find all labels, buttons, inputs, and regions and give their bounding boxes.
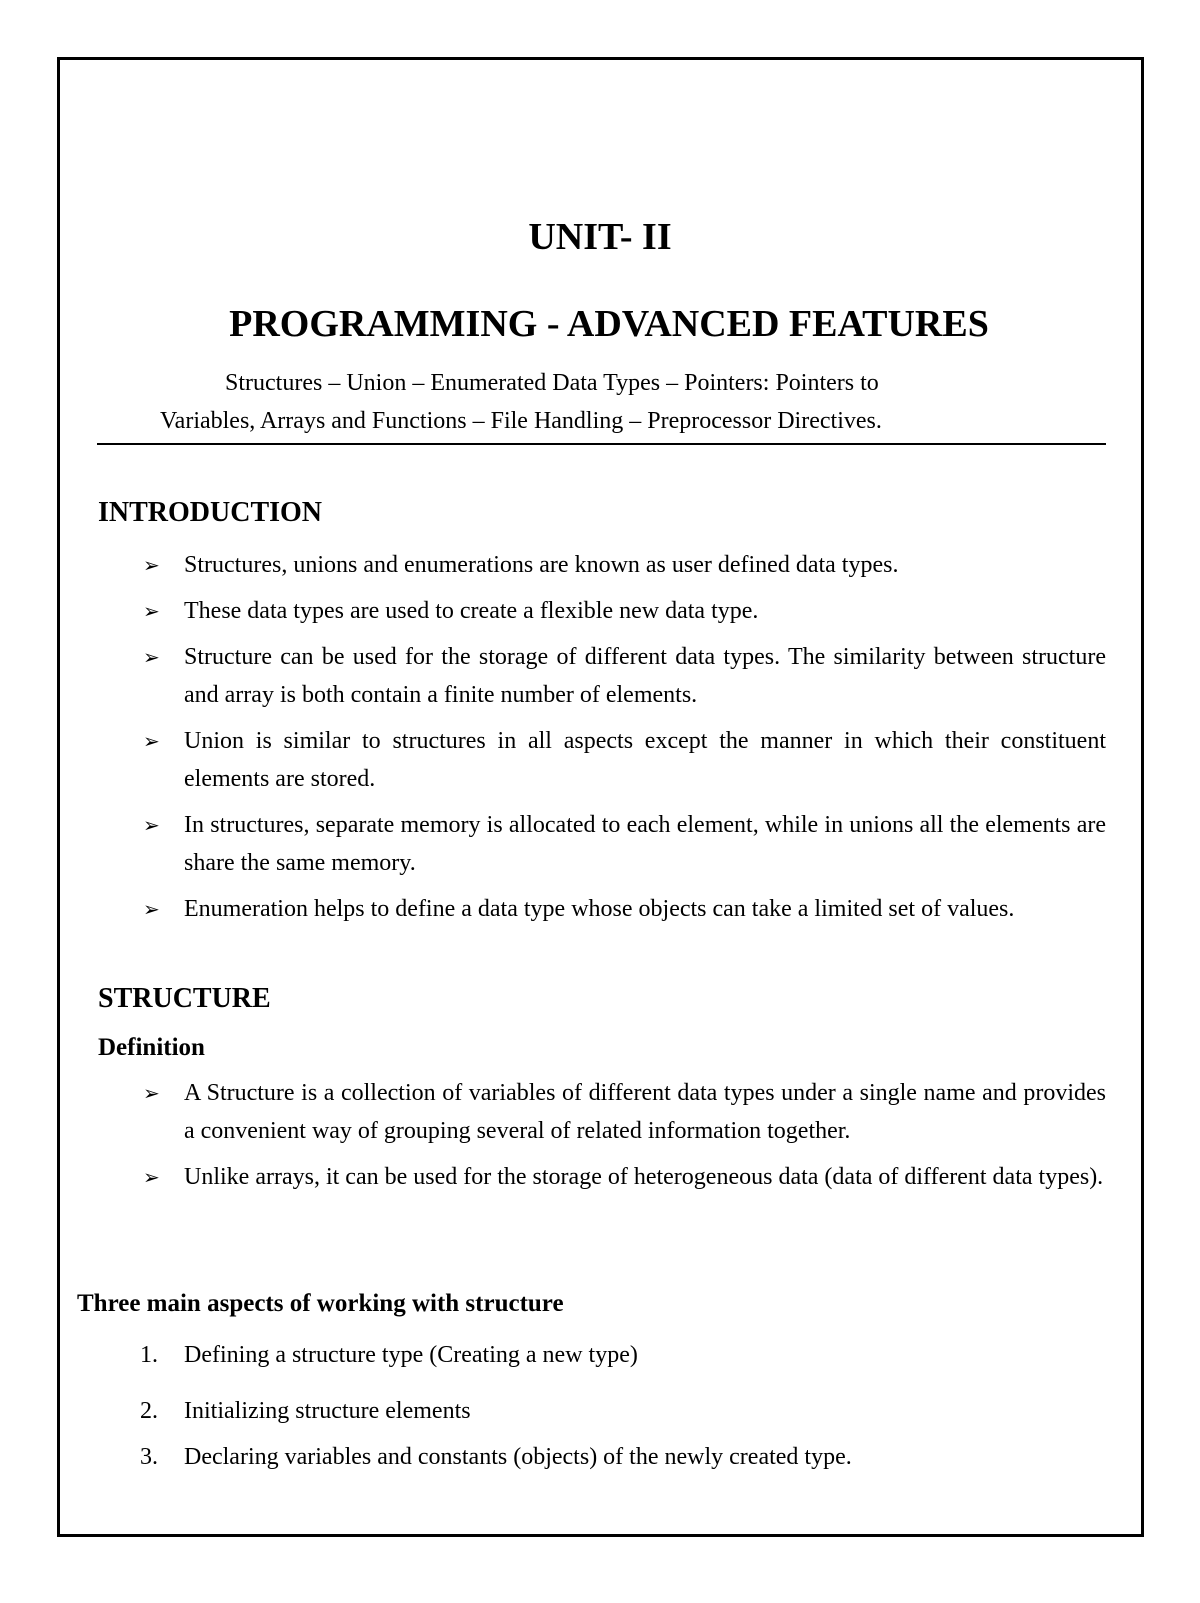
introduction-bullet-list [143, 546, 1106, 928]
unit-title: UNIT- II [528, 216, 672, 258]
aspects-numbered-list [140, 1336, 1100, 1476]
arrow-bullet-icon: ➢ [143, 813, 160, 837]
list-item: ➢ Unlike arrays, it can be used for the storage of heterogeneous data (data of different data types). [143, 1158, 1106, 1196]
list-item: ➢ These data types are used to create a flexible new data type. [143, 592, 1106, 630]
syllabus-line-2: Variables, Arrays and Functions – File Handling – Preprocessor Directives. [160, 408, 882, 434]
list-item: ➢ Union is similar to structures in all aspects except the manner in which their constituent elements are stored. [143, 722, 1106, 798]
arrow-bullet-icon: ➢ [143, 897, 160, 921]
section-heading-introduction: INTRODUCTION [98, 497, 323, 528]
list-number: 2. [140, 1398, 158, 1424]
list-item: 1. Defining a structure type (Creating a new type) [140, 1336, 1100, 1374]
syllabus-summary [160, 364, 1060, 440]
horizontal-divider [97, 443, 1106, 445]
list-item: 3. Declaring variables and constants (objects) of the newly created type. [140, 1438, 1100, 1476]
arrow-bullet-icon: ➢ [143, 729, 160, 753]
section-heading-structure: STRUCTURE [98, 983, 271, 1014]
list-number: 1. [140, 1342, 158, 1368]
structure-bullet-list [143, 1074, 1106, 1196]
syllabus-line-1: Structures – Union – Enumerated Data Types – Pointers: Pointers to [225, 370, 879, 396]
list-item: ➢ Enumeration helps to define a data type whose objects can take a limited set of values. [143, 890, 1106, 928]
main-title: PROGRAMMING - ADVANCED FEATURES [229, 303, 989, 345]
list-item: ➢ Structure can be used for the storage of different data types. The similarity between structure and array is both contain a finite number of elements. [143, 638, 1106, 714]
aspects-heading: Three main aspects of working with structure [77, 1290, 564, 1317]
list-item: ➢ In structures, separate memory is allocated to each element, while in unions all the elements are share the same memory. [143, 806, 1106, 882]
list-number: 3. [140, 1444, 158, 1470]
arrow-bullet-icon: ➢ [143, 599, 160, 623]
list-item: ➢ Structures, unions and enumerations are known as user defined data types. [143, 546, 1106, 584]
arrow-bullet-icon: ➢ [143, 645, 160, 669]
arrow-bullet-icon: ➢ [143, 1165, 160, 1189]
arrow-bullet-icon: ➢ [143, 553, 160, 577]
arrow-bullet-icon: ➢ [143, 1081, 160, 1105]
list-item: ➢ A Structure is a collection of variables of different data types under a single name and provides a convenient way of grouping several of related information together. [143, 1074, 1106, 1150]
list-item: 2. Initializing structure elements [140, 1392, 1100, 1430]
definition-heading: Definition [98, 1034, 205, 1061]
